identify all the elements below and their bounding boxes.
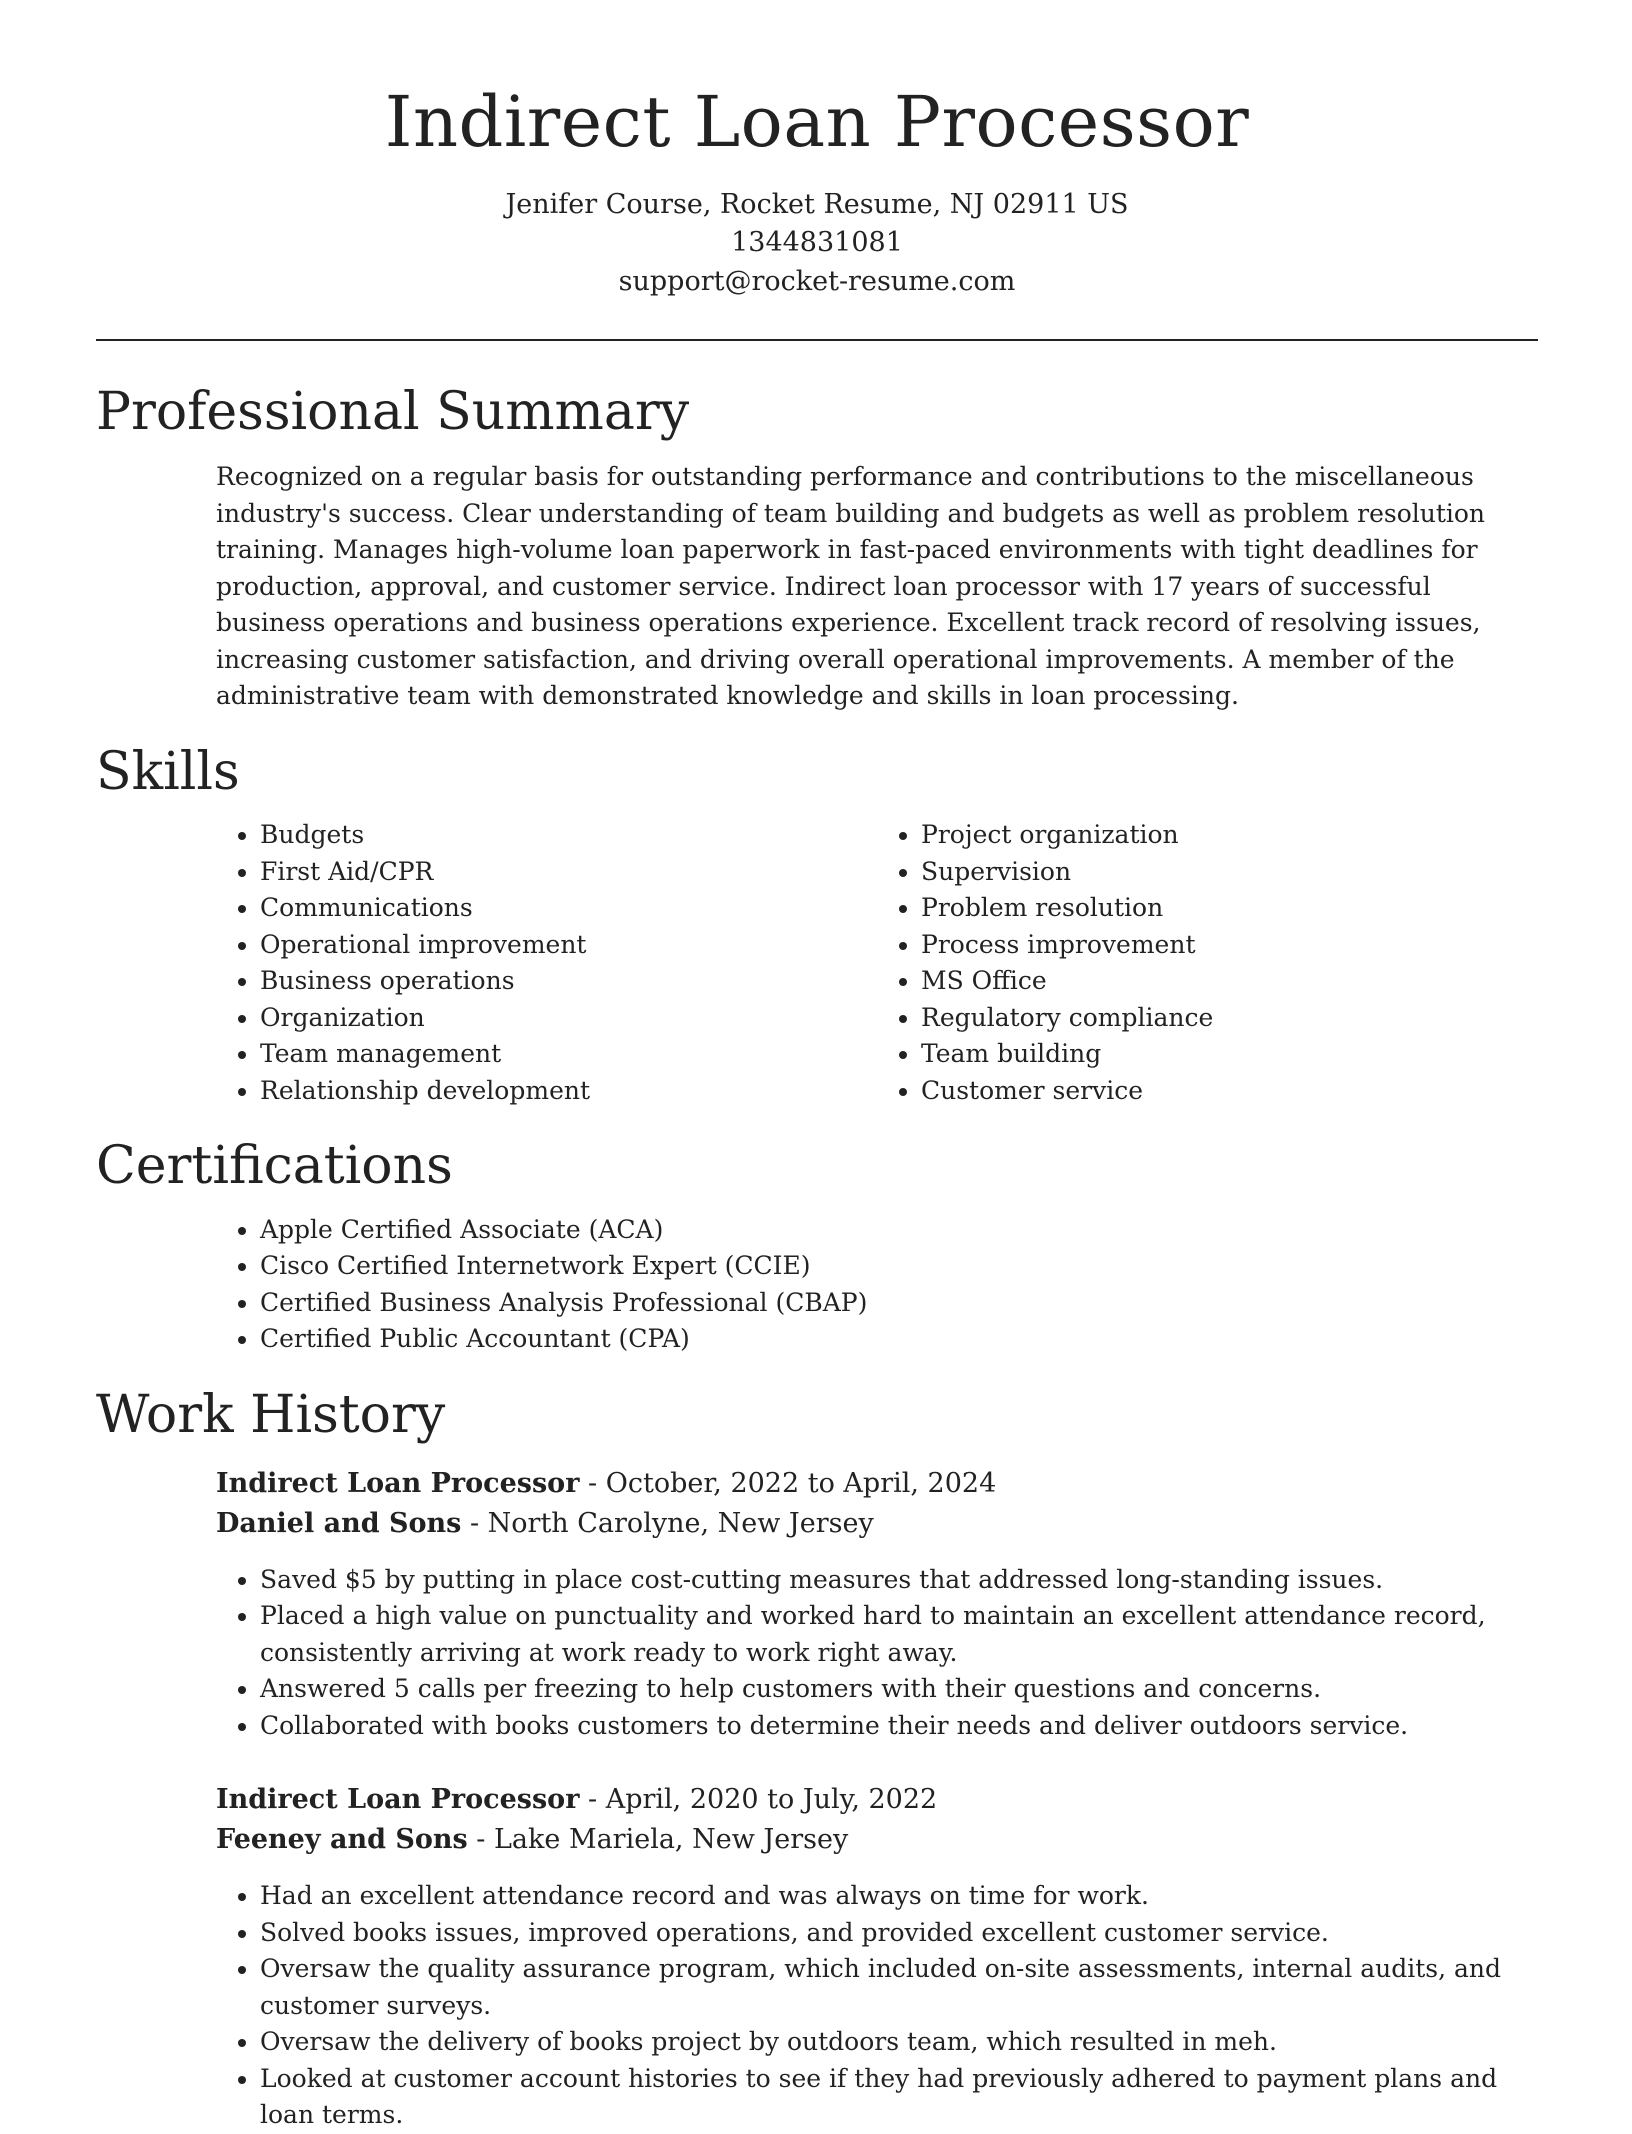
job-dates: - April, 2020 to July, 2022 xyxy=(579,1784,938,1816)
resume-header xyxy=(96,0,1538,301)
job-title-line xyxy=(216,1780,1538,1820)
skill-item: • Customer service xyxy=(921,1073,1538,1110)
certification-item: • Apple Certified Associate (ACA) xyxy=(260,1212,1538,1249)
skills-list-left xyxy=(216,817,877,1109)
resume-name: Indirect Loan Processor xyxy=(384,81,1250,163)
skill-item: • Process improvement xyxy=(921,927,1538,964)
job-entry xyxy=(216,1780,1538,2133)
certification-item: • Certified Public Accountant (CPA) xyxy=(260,1321,1538,1358)
job-role: Indirect Loan Processor xyxy=(216,1468,580,1500)
job-bullets xyxy=(216,1562,1538,1745)
certifications-title: Certifications xyxy=(96,1136,453,1197)
job-bullet: • Solved books issues, improved operations, and provided excellent customer service. xyxy=(260,1915,1538,1952)
certifications-section xyxy=(96,1135,1538,1357)
job-bullet: • Collaborated with books customers to determine their needs and deliver outdoors service. xyxy=(260,1708,1538,1745)
job-company: Daniel and Sons xyxy=(216,1508,462,1539)
skill-item: • Relationship development xyxy=(260,1073,877,1110)
summary-section xyxy=(96,381,1538,715)
job-bullet: • Saved $5 by putting in place cost-cutting measures that addressed long-standing issues. xyxy=(260,1562,1538,1599)
header-divider xyxy=(96,339,1538,341)
skill-item: • Team building xyxy=(921,1036,1538,1073)
contact-email: support@rocket-resume.com xyxy=(618,265,1016,297)
skill-item: • Regulatory compliance xyxy=(921,1000,1538,1037)
skills-section xyxy=(96,741,1538,1109)
job-company: Feeney and Sons xyxy=(216,1824,468,1856)
job-location: - North Carolyne, New Jersey xyxy=(461,1508,874,1539)
skill-item: • Problem resolution xyxy=(921,890,1538,927)
job-company-line xyxy=(216,1820,1538,1860)
job-bullets xyxy=(216,1878,1538,2134)
contact-address: Jenifer Course, Rocket Resume, NJ 02911 US xyxy=(505,189,1129,220)
work-history-section xyxy=(96,1384,1538,2134)
job-bullet: • Oversaw the quality assurance program, which included on-site assessments, internal audits, and customer surveys. xyxy=(260,1951,1538,2024)
skill-item: • Budgets xyxy=(260,817,877,854)
job-entry xyxy=(216,1464,1538,1744)
skill-item: • Project organization xyxy=(921,817,1538,854)
certification-item: • Certified Business Analysis Professional (CBAP) xyxy=(260,1285,1538,1322)
job-bullet: • Oversaw the delivery of books project by outdoors team, which resulted in meh. xyxy=(260,2024,1538,2061)
job-bullet: • Had an excellent attendance record and was always on time for work. xyxy=(260,1878,1538,1915)
work-history-title: Work History xyxy=(96,1384,446,1445)
summary-text: Recognized on a regular basis for outstanding performance and contributions to the miscellaneous industry's success. Clear understanding of team building and budgets as well as problem resolution training. Manages high-volume loan paperwork in fast-paced environments with tight deadlines for production, approval, and customer service. Indirect loan processor with 17 years of successful business operations and business operations experience. Excellent track record of resolving issues, increasing customer satisfaction, and driving overall operational improvements. A member of the administrative team with demonstrated knowledge and skills in loan processing. xyxy=(216,462,1486,711)
skill-item: • First Aid/CPR xyxy=(260,854,877,891)
job-bullet: • Looked at customer account histories to see if they had previously adhered to payment plans and loan terms. xyxy=(260,2061,1538,2134)
skill-item: • Operational improvement xyxy=(260,927,877,964)
job-role: Indirect Loan Processor xyxy=(216,1784,580,1816)
job-bullet: • Answered 5 calls per freezing to help customers with their questions and concerns. xyxy=(260,1671,1538,1708)
certifications-list xyxy=(216,1212,1538,1358)
skill-item: • Organization xyxy=(260,1000,877,1037)
job-dates: - October, 2022 to April, 2024 xyxy=(579,1468,997,1500)
skill-item: • Communications xyxy=(260,890,877,927)
contact-block xyxy=(96,186,1538,301)
skill-item: • Business operations xyxy=(260,963,877,1000)
job-title-line xyxy=(216,1464,1538,1504)
skill-item: • Team management xyxy=(260,1036,877,1073)
contact-phone: 1344831081 xyxy=(731,227,903,259)
job-bullet: • Placed a high value on punctuality and worked hard to maintain an excellent attendance record, consistently arriving at work ready to work right away. xyxy=(260,1598,1538,1671)
skills-columns xyxy=(216,817,1538,1109)
skill-item: • Supervision xyxy=(921,854,1538,891)
job-location: - Lake Mariela, New Jersey xyxy=(467,1824,849,1856)
skills-title: Skills xyxy=(96,741,240,802)
certification-item: • Cisco Certified Internetwork Expert (CCIE) xyxy=(260,1248,1538,1285)
skill-item: • MS Office xyxy=(921,963,1538,1000)
skills-list-right xyxy=(877,817,1538,1109)
job-company-line xyxy=(216,1504,1538,1544)
summary-title: Professional Summary xyxy=(96,381,690,442)
resume-page xyxy=(96,0,1538,2134)
